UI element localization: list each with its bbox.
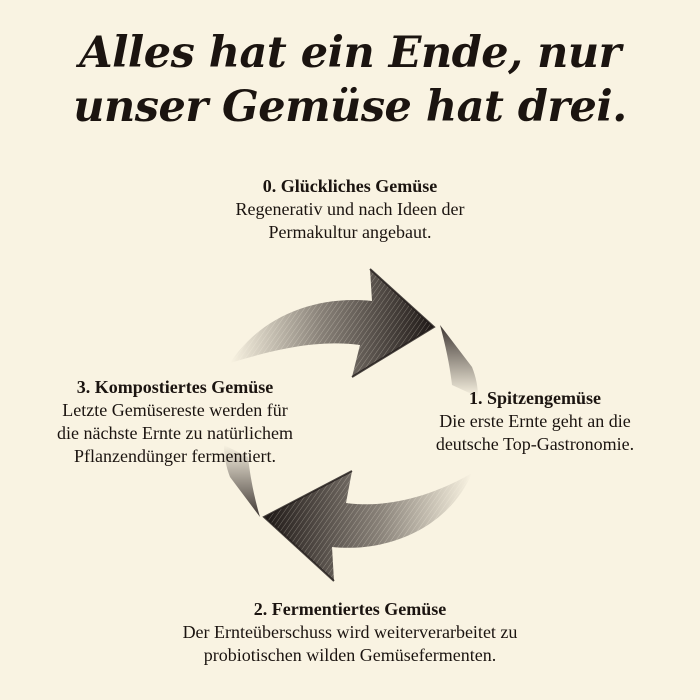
stage-3-title: 3. Kompostiertes Gemüse: [76, 377, 274, 397]
stage-2-title: 2. Fermentiertes Gemüse: [253, 599, 447, 619]
stage-1-title: 1. Spitzengemüse: [469, 388, 601, 408]
stage-0-description: Regenerativ und nach Ideen der Permakultur angebaut.: [235, 199, 465, 242]
upper-arrow: [230, 269, 434, 377]
lower-arrow: [264, 471, 472, 581]
headline: [0, 26, 700, 134]
stage-3: [15, 376, 335, 468]
stage-2: [110, 598, 590, 667]
stage-2-description: Der Ernteüberschuss wird weiterverarbeitet zu probiotischen wilden Gemüsefermenten.: [182, 622, 518, 665]
stage-3-description: Letzte Gemüsereste werden für die nächste Ernte zu natürlichem Pflanzendünger fermentiert.: [57, 400, 293, 466]
headline-line-1: Alles hat ein Ende, nur: [79, 28, 621, 78]
stage-1-description: Die erste Ernte geht an die deutsche Top-Gastronomie.: [435, 411, 635, 454]
stage-0: [150, 175, 550, 244]
stage-1: [400, 387, 670, 456]
headline-line-2: unser Gemüse hat drei.: [73, 82, 627, 132]
stage-0-title: 0. Glückliches Gemüse: [262, 176, 438, 196]
